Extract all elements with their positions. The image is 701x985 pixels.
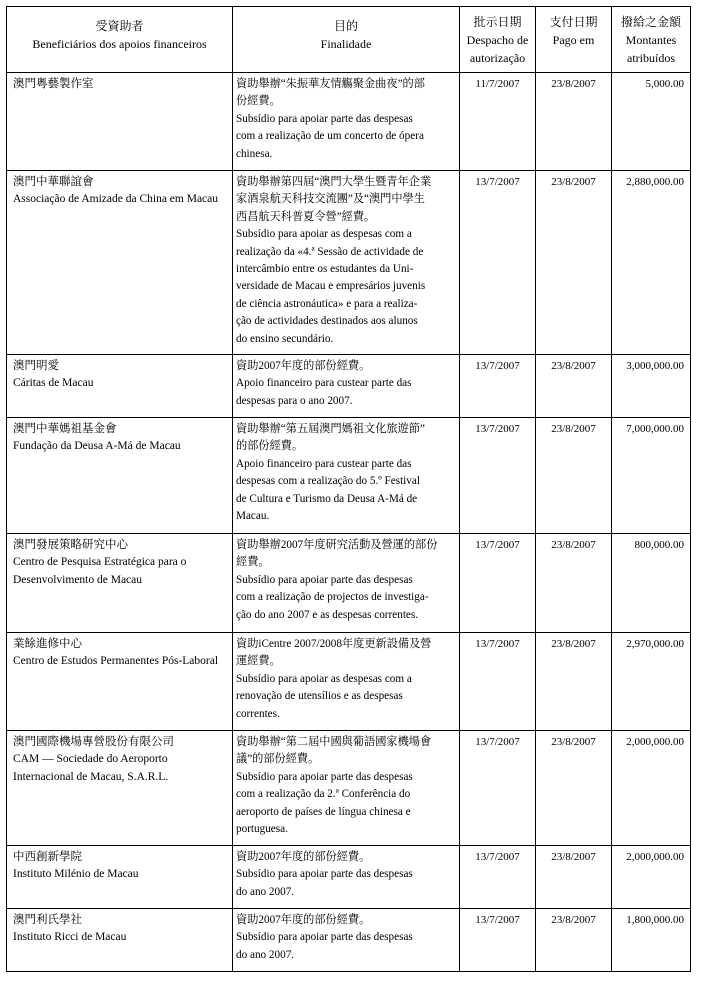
- purpose-line: Apoio financeiro para custear parte das: [236, 457, 412, 470]
- paid-date-cell: 23/8/2007: [536, 418, 612, 534]
- purpose-line: Subsídio para apoiar as despesas com a: [236, 228, 412, 241]
- amount-cell: 2,000,000.00: [612, 731, 691, 846]
- purpose-line: 資助2007年度的部份經費。: [236, 851, 371, 863]
- beneficiary-cell: [7, 355, 233, 418]
- purpose-line: 的部份經費。: [236, 440, 304, 453]
- purpose-cell: [233, 171, 460, 355]
- approval-header-pt2: autorização: [469, 51, 526, 65]
- purpose-line: Macau.: [236, 510, 270, 523]
- purpose-line: 資助舉辦第四屆“澳門大學生暨青年企業: [236, 176, 432, 188]
- amount-cell: 5,000.00: [612, 73, 691, 171]
- table-row: [7, 909, 691, 972]
- purpose-cell: [233, 418, 460, 534]
- beneficiary-cell: [7, 418, 233, 534]
- purpose-line: 議”的部份經費。: [236, 753, 320, 766]
- purpose-line: 資助舉辦“第二屆中國與葡語國家機場會: [236, 736, 432, 748]
- paid-date-cell: 23/8/2007: [536, 846, 612, 909]
- purpose-line: despesas para o ano 2007.: [236, 394, 353, 407]
- beneficiary-line: 澳門粵藝製作室: [13, 78, 94, 90]
- amount-header-pt2: atribuídos: [627, 51, 675, 65]
- table-row: [7, 731, 691, 846]
- purpose-line: versidade de Macau e empresários juvenis: [236, 280, 426, 293]
- purpose-line: realização da «4.ª Sessão de actividade de: [236, 245, 424, 258]
- beneficiary-line: Fundação da Deusa A-Má de Macau: [13, 440, 181, 453]
- paid-header-pt: Pago em: [552, 33, 595, 47]
- purpose-line: 運經費。: [236, 655, 281, 668]
- beneficiary-line: Cáritas de Macau: [13, 377, 94, 390]
- table-row: [7, 171, 691, 355]
- purpose-cell: [233, 731, 460, 846]
- purpose-cell: [233, 355, 460, 418]
- purpose-line: chinesa.: [236, 147, 273, 160]
- approval-header-pt1: Despacho de: [466, 33, 529, 47]
- beneficiary-cell: [7, 731, 233, 846]
- purpose-line: portuguesa.: [236, 823, 288, 836]
- purpose-line: do ensino secundário.: [236, 332, 334, 345]
- beneficiary-header-pt: Beneficiários dos apoios financeiros: [32, 37, 207, 51]
- paid-date-cell: 23/8/2007: [536, 355, 612, 418]
- beneficiary-line: 澳門利氏學社: [13, 914, 82, 926]
- purpose-line: 資助2007年度的部份經費。: [236, 360, 371, 372]
- purpose-line: 西昌航天科普夏令營”經費。: [236, 210, 376, 223]
- paid-header: [536, 7, 612, 73]
- beneficiary-line: Desenvolvimento de Macau: [13, 573, 143, 586]
- amount-cell: 2,000,000.00: [612, 846, 691, 909]
- purpose-line: 份經費。: [236, 95, 281, 108]
- purpose-line: 資助2007年度的部份經費。: [236, 914, 371, 926]
- beneficiary-line: 澳門明愛: [13, 360, 59, 372]
- amount-header-zh: 撥給之金額: [620, 15, 681, 29]
- table-row: [7, 418, 691, 534]
- paid-date-cell: 23/8/2007: [536, 73, 612, 171]
- amount-cell: 1,800,000.00: [612, 909, 691, 972]
- approval-date-cell: 13/7/2007: [460, 355, 536, 418]
- amount-header: [612, 7, 691, 73]
- purpose-line: do ano 2007.: [236, 948, 295, 961]
- approval-date-cell: 11/7/2007: [460, 73, 536, 171]
- approval-date-cell: 13/7/2007: [460, 418, 536, 534]
- table-row: [7, 73, 691, 171]
- purpose-line: Subsídio para apoiar as despesas com a: [236, 672, 412, 685]
- purpose-cell: [233, 909, 460, 972]
- beneficiary-line: Instituto Milénio de Macau: [13, 868, 139, 881]
- table-row: [7, 633, 691, 731]
- beneficiary-cell: [7, 909, 233, 972]
- paid-date-cell: 23/8/2007: [536, 909, 612, 972]
- purpose-line: Apoio financeiro para custear parte das: [236, 377, 412, 390]
- purpose-line: Subsídio para apoiar parte das despesas: [236, 868, 413, 881]
- purpose-line: 資助舉辦“朱振華友情觴聚金曲夜”的部: [236, 78, 425, 90]
- purpose-cell: [233, 846, 460, 909]
- purpose-line: 經費。: [236, 556, 270, 569]
- approval-date-cell: 13/7/2007: [460, 731, 536, 846]
- paid-date-cell: 23/8/2007: [536, 171, 612, 355]
- purpose-line: aeroporto de países de língua chinesa e: [236, 805, 411, 818]
- amount-cell: 2,880,000.00: [612, 171, 691, 355]
- approval-date-cell: 13/7/2007: [460, 171, 536, 355]
- beneficiary-cell: [7, 534, 233, 633]
- amount-cell: 3,000,000.00: [612, 355, 691, 418]
- approval-header: [460, 7, 536, 73]
- purpose-line: 資助iCentre 2007/2008年度更新設備及營: [236, 638, 432, 650]
- purpose-line: 家酒泉航天科技交流團”及“澳門中學生: [236, 193, 425, 206]
- beneficiary-line: 業餘進修中心: [13, 638, 82, 650]
- purpose-line: com a realização de um concerto de ópera: [236, 130, 424, 143]
- purpose-line: correntes.: [236, 707, 280, 720]
- purpose-cell: [233, 633, 460, 731]
- purpose-line: Subsídio para apoiar parte das despesas: [236, 770, 413, 783]
- approval-date-cell: 13/7/2007: [460, 534, 536, 633]
- beneficiary-line: Centro de Estudos Permanentes Pós-Laboral: [13, 655, 219, 668]
- grants-table: [6, 6, 691, 972]
- beneficiary-line: CAM — Sociedade do Aeroporto: [13, 753, 168, 766]
- beneficiary-line: Centro de Pesquisa Estratégica para o: [13, 556, 187, 569]
- purpose-line: de Cultura e Turismo da Deusa A-Má de: [236, 492, 418, 505]
- paid-date-cell: 23/8/2007: [536, 731, 612, 846]
- purpose-header-pt: Finalidade: [320, 37, 372, 51]
- beneficiary-cell: [7, 633, 233, 731]
- table-row: [7, 534, 691, 633]
- purpose-cell: [233, 534, 460, 633]
- beneficiary-line: Associação de Amizade da China em Macau: [13, 193, 219, 206]
- table-row: [7, 355, 691, 418]
- purpose-line: com a realização de projectos de investiga-: [236, 591, 429, 604]
- beneficiary-line: 澳門國際機場專營股份有限公司: [13, 736, 174, 748]
- paid-header-zh: 支付日期: [549, 15, 598, 29]
- purpose-header: [233, 7, 460, 73]
- paid-date-cell: 23/8/2007: [536, 633, 612, 731]
- paid-date-cell: 23/8/2007: [536, 534, 612, 633]
- amount-cell: 7,000,000.00: [612, 418, 691, 534]
- purpose-line: do ano 2007.: [236, 885, 295, 898]
- beneficiary-line: Internacional de Macau, S.A.R.L.: [13, 770, 169, 783]
- purpose-line: Subsídio para apoiar parte das despesas: [236, 112, 413, 125]
- purpose-header-zh: 目的: [333, 19, 358, 33]
- beneficiary-line: Instituto Ricci de Macau: [13, 931, 127, 944]
- beneficiary-header: [7, 7, 233, 73]
- beneficiary-line: 中西創新學院: [13, 851, 82, 863]
- purpose-line: Subsídio para apoiar parte das despesas: [236, 573, 413, 586]
- purpose-line: 資助舉辦“第五屆澳門媽祖文化旅遊節”: [236, 423, 425, 435]
- purpose-line: intercâmbio entre os estudantes da Uni-: [236, 263, 414, 276]
- purpose-line: ção de actividades destinados aos alunos: [236, 315, 418, 328]
- beneficiary-cell: [7, 846, 233, 909]
- approval-date-cell: 13/7/2007: [460, 846, 536, 909]
- beneficiary-line: 澳門發展策略研究中心: [13, 539, 128, 551]
- approval-date-cell: 13/7/2007: [460, 633, 536, 731]
- beneficiary-cell: [7, 73, 233, 171]
- purpose-line: 資助舉辦2007年度研究活動及營運的部份: [236, 539, 438, 551]
- beneficiary-line: 澳門中華媽祖基金會: [13, 423, 117, 435]
- amount-header-pt1: Montantes: [625, 33, 677, 47]
- approval-date-cell: 13/7/2007: [460, 909, 536, 972]
- beneficiary-line: 澳門中華聯誼會: [13, 176, 94, 188]
- purpose-line: Subsídio para apoiar parte das despesas: [236, 931, 413, 944]
- amount-cell: 800,000.00: [612, 534, 691, 633]
- beneficiary-cell: [7, 171, 233, 355]
- amount-cell: 2,970,000.00: [612, 633, 691, 731]
- approval-header-zh: 批示日期: [473, 15, 522, 29]
- purpose-line: com a realização da 2.ª Conferência do: [236, 788, 411, 801]
- purpose-line: de ciência astronáutica» e para a realiza-: [236, 297, 418, 310]
- table-row: [7, 846, 691, 909]
- beneficiary-header-zh: 受資助者: [95, 19, 144, 33]
- purpose-line: ção do ano 2007 e as despesas correntes.: [236, 608, 419, 621]
- purpose-line: renovação de utensílios e as despesas: [236, 690, 403, 703]
- table-body: [7, 73, 691, 972]
- purpose-line: despesas com a realização do 5.º Festival: [236, 475, 420, 488]
- purpose-cell: [233, 73, 460, 171]
- header-row: [7, 7, 691, 73]
